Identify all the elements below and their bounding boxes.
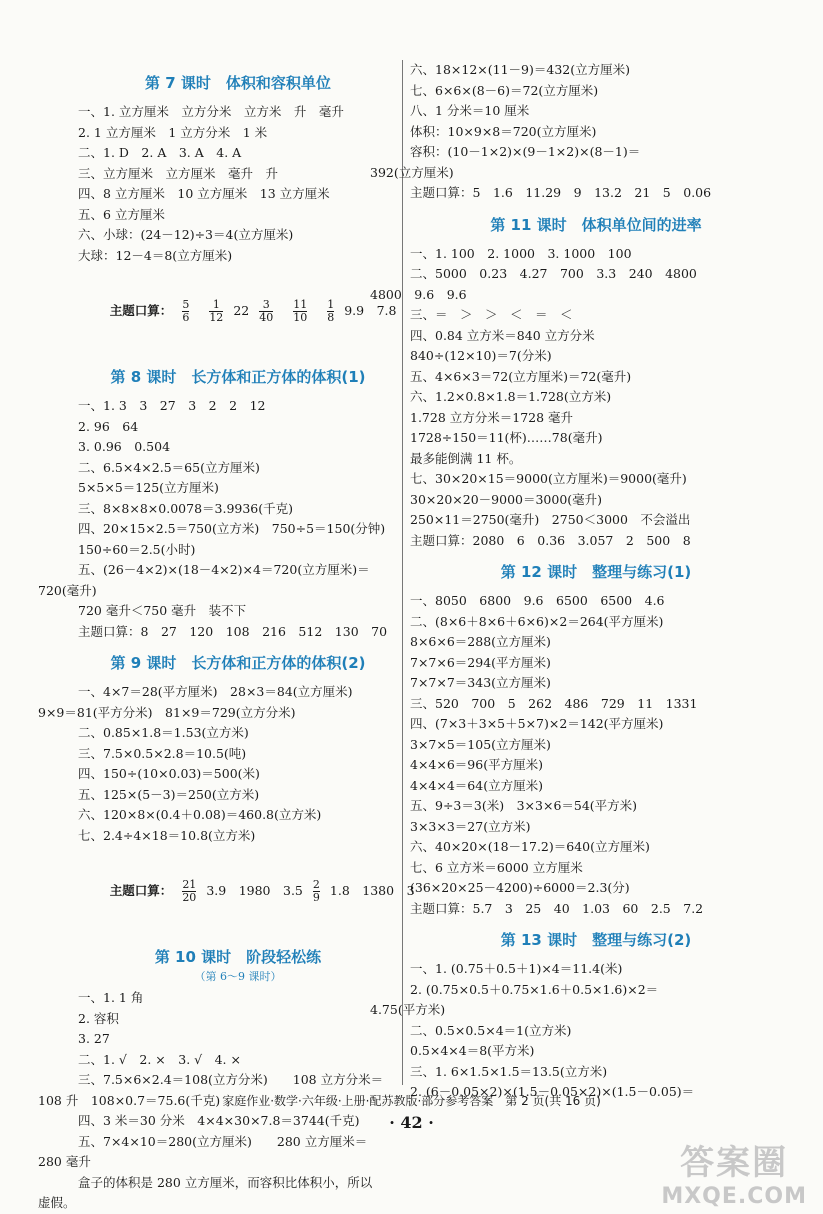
mental-math-line: 主题口算：5.7 3 25 40 1.03 60 2.5 7.2	[410, 900, 704, 916]
watermark	[661, 1135, 807, 1209]
lesson-8-title: 第 8 课时 长方体和正方体的体积(1)	[110, 368, 366, 386]
page-footer: 家庭作业·数学·六年级·上册·配苏教版·部分参考答案 第 2 页(共 16 页)	[222, 1094, 601, 1108]
answer-line: 一、4×7＝28(平方厘米) 28×3＝84(立方厘米)	[78, 684, 353, 699]
value: 22	[233, 303, 250, 318]
lesson-13-answers	[370, 959, 782, 1103]
lesson-9-title: 第 9 课时 长方体和正方体的体积(2)	[110, 654, 366, 672]
answer-line: 250×11＝2750(毫升) 2750＜3000 不会溢出	[410, 512, 691, 527]
answer-line: 四、0.84 立方米＝840 立方分米	[410, 327, 595, 343]
answer-line: 7×7×7＝343(立方厘米)	[410, 675, 551, 690]
answer-line: 六、120×8×(0.4＋0.08)＝460.8(立方米)	[78, 807, 322, 822]
answer-line: 3. 27	[78, 1031, 110, 1046]
answer-line: 七、2.4÷4×18＝10.8(立方米)	[78, 827, 256, 843]
answer-line: 720 毫升＜750 毫升 装不下	[78, 603, 247, 618]
answer-line: 六、18×12×(11－9)＝432(立方厘米)	[410, 62, 630, 77]
answer-line: 840÷(12×10)＝7(分米)	[410, 348, 552, 363]
answer-line: 三、立方厘米 立方厘米 毫升 升	[78, 165, 279, 181]
value: 1.8 1380 3	[329, 883, 415, 898]
answer-line: 4×4×4＝64(立方厘米)	[410, 777, 543, 793]
answer-line: 三、8×8×8×0.0078＝3.9936(千克)	[78, 500, 294, 516]
answer-line-wrap: 392(立方厘米)	[370, 164, 454, 180]
answer-line-wrap: 虚假。	[38, 1195, 76, 1210]
answer-line: 30×20×20－9000＝3000(毫升)	[410, 491, 603, 507]
value: 3.9 1980 3.5	[206, 883, 303, 898]
fraction: $\frac{21}{20}$	[182, 878, 197, 904]
lesson-13-title: 第 13 课时 整理与练习(2)	[500, 931, 692, 949]
answer-line: 四、20×15×2.5＝750(立方米) 750÷5＝150(分钟)	[78, 521, 386, 536]
mental-math-label: 主题口算：	[109, 303, 173, 318]
answer-line: 七、6×6×(8－6)＝72(立方厘米)	[410, 82, 599, 98]
answer-line: 容积：(10－1×2)×(9－1×2)×(8－1)＝	[410, 144, 641, 159]
answer-line-wrap: 4.75(平方米)	[370, 1002, 446, 1017]
answer-line: 五、4×6×3＝72(立方厘米)＝72(毫升)	[410, 368, 632, 384]
fraction: $\frac{3}{40}$	[259, 298, 274, 324]
answer-line: 2. 1 立方厘米 1 立方分米 1 米	[78, 124, 268, 140]
lesson-11-title: 第 11 课时 体积单位间的进率	[490, 215, 702, 234]
mental-math-label: 主题口算：	[109, 883, 173, 898]
answer-line: 7×7×6＝294(平方厘米)	[410, 654, 551, 670]
answer-line: 一、8050 6800 9.6 6500 6500 4.6	[410, 593, 665, 608]
watermark-logo-text: 答案圈	[680, 1143, 789, 1183]
answer-line: 三、1. 6×1.5×1.5＝13.5(立方米)	[410, 1063, 608, 1079]
answer-line: 四、8 立方厘米 10 立方厘米 13 立方厘米	[78, 186, 330, 201]
answer-line: 3×7×5＝105(立方厘米)	[410, 736, 551, 752]
answer-line-wrap: 4800 9.6 9.6	[370, 286, 467, 302]
mental-math-line	[78, 846, 415, 936]
answer-line: 五、(26－4×2)×(18－4×2)×4＝720(立方厘米)＝	[78, 562, 370, 577]
answer-line: 1728÷150＝11(杯)……78(毫升)	[410, 430, 603, 445]
fraction: $\frac{2}{9}$	[312, 878, 320, 904]
answer-line: 8×6×6＝288(立方厘米)	[410, 634, 551, 649]
answer-line: 盒子的体积是 280 立方厘米，而容积比体积小，所以	[78, 1174, 373, 1190]
answer-line: 五、9÷3＝3(米) 3×3×6＝54(平方米)	[410, 798, 638, 813]
answer-line-wrap: 720(毫升)	[38, 582, 97, 598]
lesson-10-title: 第 10 课时 阶段轻松练	[154, 948, 322, 966]
lesson-9-answers	[38, 682, 415, 936]
answer-line: 五、6 立方厘米	[78, 206, 165, 222]
watermark-url: MXQE.COM	[661, 1184, 807, 1209]
answer-line-wrap: 280 毫升	[38, 1154, 91, 1169]
answer-line: 5×5×5＝125(立方厘米)	[78, 480, 219, 495]
answer-line: 六、小球：(24－12)÷3＝4(立方厘米)	[78, 227, 294, 242]
answer-line: 三、520 700 5 262 486 729 11 1331	[410, 695, 698, 711]
answer-line: 二、1. D 2. A 3. A 4. A	[78, 145, 242, 160]
answer-line: 六、40×20×(18－17.2)＝640(立方厘米)	[410, 839, 650, 854]
answer-line: 四、150÷(10×0.03)＝500(米)	[78, 766, 260, 781]
page-number: · 42 ·	[389, 1113, 434, 1132]
answer-line: 一、1. 1 角	[78, 990, 144, 1005]
answer-line: 八、1 分米＝10 厘米	[410, 103, 530, 118]
answer-line: 2. 96 64	[78, 418, 139, 434]
answer-line: 二、(8×6＋8×6＋6×6)×2＝264(平方厘米)	[410, 613, 664, 629]
answer-line: 七、6 立方米＝6000 立方厘米	[410, 859, 583, 875]
mental-math-line: 主题口算：2080 6 0.36 3.057 2 500 8	[410, 532, 691, 548]
answer-line: 一、1. 3 3 27 3 2 2 12	[78, 398, 266, 413]
lesson-12-title: 第 12 课时 整理与练习(1)	[500, 563, 692, 581]
fraction: $\frac{11}{10}$	[293, 298, 308, 324]
lesson-8-answers	[38, 396, 398, 642]
lesson-12-answers	[410, 591, 782, 919]
answer-line: 大球：12－4＝8(立方厘米)	[78, 247, 233, 263]
answer-line: 五、125×(5－3)＝250(立方米)	[78, 786, 260, 802]
answer-line: 150÷60＝2.5(小时)	[78, 541, 196, 557]
answer-line: (36×20×25－4200)÷6000＝2.3(分)	[410, 880, 630, 895]
answer-line: 三、7.5×6×2.4＝108(立方分米) 108 立方分米＝	[78, 1072, 384, 1087]
answer-line: 2. (0.75×0.5＋0.75×1.6＋0.5×1.6)×2＝	[410, 981, 659, 997]
answer-line: 三、7.5×0.5×2.8＝10.5(吨)	[78, 745, 247, 761]
answer-line: 六、1.2×0.8×1.8＝1.728(立方米)	[410, 389, 612, 404]
answer-line: 2. 容积	[78, 1010, 119, 1026]
answer-line-wrap: 108 升 108×0.7＝75.6(千克)	[38, 1092, 221, 1108]
answer-line: 3. 0.96 0.504	[78, 439, 171, 454]
lesson-10-subtitle: （第 6～9 课时）	[194, 970, 282, 983]
answer-line: 二、1. √ 2. × 3. √ 4. ×	[78, 1051, 241, 1067]
answer-line: 二、5000 0.23 4.27 700 3.3 240 4800	[410, 266, 697, 281]
fraction: $\frac{1}{8}$	[327, 298, 335, 324]
answer-line: 4×4×6＝96(平方厘米)	[410, 757, 543, 772]
answer-line: 0.5×4×4＝8(平方米)	[410, 1043, 535, 1058]
answer-line: 七、30×20×15＝9000(立方厘米)＝9000(毫升)	[410, 471, 687, 486]
answer-line: 二、6.5×4×2.5＝65(立方厘米)	[78, 459, 260, 475]
fraction: $\frac{5}{6}$	[182, 298, 190, 324]
answer-line: 四、(7×3＋3×5＋5×7)×2＝142(平方厘米)	[410, 716, 664, 731]
answer-line: 三、＝ ＞ ＞ ＜ ＝ ＜	[410, 307, 573, 322]
answer-line: 一、1. 100 2. 1000 3. 1000 100	[410, 245, 632, 261]
lesson-7-title: 第 7 课时 体积和容积单位	[145, 74, 331, 92]
answer-line: 二、0.5×0.5×4＝1(立方米)	[410, 1022, 572, 1038]
answer-line: 一、1. (0.75＋0.5＋1)×4＝11.4(米)	[410, 961, 623, 976]
column-divider	[402, 60, 403, 1085]
answer-line: 最多能倒满 11 杯。	[410, 450, 522, 466]
value: 9.9 7.8	[344, 303, 397, 318]
answer-line-wrap: 9×9＝81(平方分米) 81×9＝729(立方分米)	[38, 704, 296, 720]
fraction: $\frac{1}{12}$	[209, 298, 224, 324]
answer-line: 2. (6－0.05×2)×(1.5－0.05×2)×(1.5－0.05)＝	[410, 1084, 695, 1099]
answer-line: 1.728 立方分米＝1728 毫升	[410, 409, 574, 425]
answer-line: 五、7×4×10＝280(立方厘米) 280 立方厘米＝	[78, 1133, 368, 1149]
mental-math-line: 主题口算：8 27 120 108 216 512 130 70	[78, 623, 388, 639]
mental-math-line	[78, 266, 398, 356]
mental-math-line: 主题口算：5 1.6 11.29 9 13.2 21 5 0.06	[410, 185, 712, 200]
lesson-10-continued	[370, 60, 782, 204]
answer-line: 3×3×3＝27(立方米)	[410, 818, 531, 834]
answer-line: 二、0.85×1.8＝1.53(立方米)	[78, 725, 249, 740]
answer-line: 体积：10×9×8＝720(立方厘米)	[410, 123, 597, 139]
answer-line: 四、3 米＝30 分米 4×4×30×7.8＝3744(千克)	[78, 1113, 360, 1128]
lesson-7-answers	[78, 102, 398, 356]
answer-line: 一、1. 立方厘米 立方分米 立方米 升 毫升	[78, 104, 344, 119]
